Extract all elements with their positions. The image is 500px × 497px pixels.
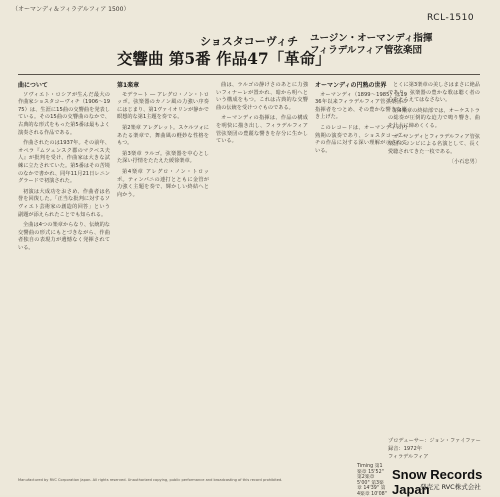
paragraph: 作曲されたのは1937年。その前年、オペラ『ムツェンスク郡のマクベス夫人』が批判を受け、作曲家は大きな試練に立たされていた。第5番はその苦境のなかで書かれ、同年11月21日レニングラードで初演された。: [18, 140, 110, 185]
recorded-date: 録音：1972年: [388, 446, 422, 452]
paragraph: 初演は大成功をおさめ、作曲者は名誉を回復した。「正当な批判に対するソヴィエト芸術家の創造的回答」という副題が添えられたことでも知られる。: [18, 188, 110, 218]
column-heading: 曲について: [18, 82, 48, 89]
paragraph: 第4楽章 アレグロ・ノン・トロッポ。ティンパニの連打とともに金管が力強く主題を奏で、輝かしい終結へと向かう。: [117, 168, 209, 198]
recording-place: フィラデルフィア: [388, 454, 429, 460]
text-column-2: [117, 82, 209, 202]
text-column-3: [216, 82, 308, 149]
paragraph: 第3楽章 ラルゴ。弦楽器を中心とした深い抒情をたたえた緩徐楽章。: [117, 150, 209, 165]
performer-credit: [310, 33, 432, 57]
producer-credit: プロデューサー：ジョン・ファイファー: [388, 438, 481, 444]
text-column-5: [388, 82, 480, 170]
work-title: 交響曲 第5番 作品47「革命」: [117, 49, 331, 68]
paragraph: ソヴィエト・ロシアが生んだ最大の作曲家ショスタコーヴィチ（1906〜1975）は、生涯に15曲の交響曲を発表している。その15曲の交響曲のなかで、古典的な形式をもった第5番は最もよく演奏される作品である。: [18, 91, 111, 136]
paragraph: モデラート ― アレグロ・ノン・トロッポ。弦楽器のカノン風の力強い序奏にはじまり、第1ヴァイオリンが静かで瞑想的な第1主題を奏でる。: [117, 91, 209, 121]
paragraph: このレコードは、オーマンディの円熟期の演奏であり、ショスタコーヴィチの作品に対する深い理解が示されている。: [315, 124, 407, 154]
paragraph: 第2楽章 アレグレット。スケルツォにあたる楽章で、舞曲風の軽妙な性格をもつ。: [117, 124, 209, 147]
paragraph: とくに第3楽章の美しさはまさに絶品であり、弦楽器の豊かな歌は聴く者の心をとらえてはなさない。: [388, 82, 480, 104]
text-column-1: [18, 82, 110, 255]
distributor-credit: 発売元 RVC株式会社: [420, 483, 481, 491]
column-heading: 第1楽章: [117, 82, 140, 89]
conductor-line: ユージン・オーマンディ指揮: [310, 33, 433, 44]
orchestra-line: フィラデルフィア管弦楽団: [310, 45, 423, 56]
paragraph: オーマンディとフィラデルフィア管弦楽団のコンビによる名演として、長く愛聴されてきた一枚である。: [388, 133, 480, 155]
paragraph: オーマンディの指揮は、作品の構成を明快に描き出し、フィラデルフィア管弦楽団の豊麗な響きを存分に生かしている。: [216, 115, 308, 145]
column-heading: オーマンディの円熟の世界: [315, 82, 387, 89]
legal-footnote: Manufactured by RVC Corporation Japan. All rights reserved. Unauthorized copying, public performance and broadcasting of this record prohibited.: [18, 478, 283, 482]
recording-credits: [388, 437, 481, 461]
catalog-number: RCL-1510: [427, 13, 475, 23]
series-label: （オーマンディ＆フィラデルフィア 1500）: [12, 6, 130, 13]
paragraph: オーマンディ（1899〜1985）は1936年以来フィラデルフィア管弦楽団の指揮者をつとめ、その豊かな響きを築き上げた。: [315, 91, 407, 121]
composer-name: ショスタコーヴィチ: [200, 35, 299, 48]
timing-info: Timing 第1楽章 15'52" 第2楽章 5'00" 第3楽章 14'39" 第4楽章 10'08": [357, 464, 387, 497]
watermark-text: Snow Records Japan: [392, 467, 483, 497]
header-rule: [18, 74, 480, 75]
paragraph: 全曲は4つの楽章からなり、伝統的な交響曲の形式にもとづきながら、作曲者独自の表現力が遺憾なく発揮されている。: [18, 222, 110, 251]
signature: 〔小石忠男〕: [448, 159, 480, 166]
paragraph: 第4楽章の終結部では、オーケストラの総奏が圧倒的な迫力で鳴り響き、曲を壮大に締めくくる。: [388, 107, 480, 129]
paragraph: 曲は、ラルゴの静けさのあとに力強いフィナーレが置かれ、暗から明へという構成をもつ。これは古典的な交響曲の伝統を受けつぐものである。: [216, 82, 308, 111]
